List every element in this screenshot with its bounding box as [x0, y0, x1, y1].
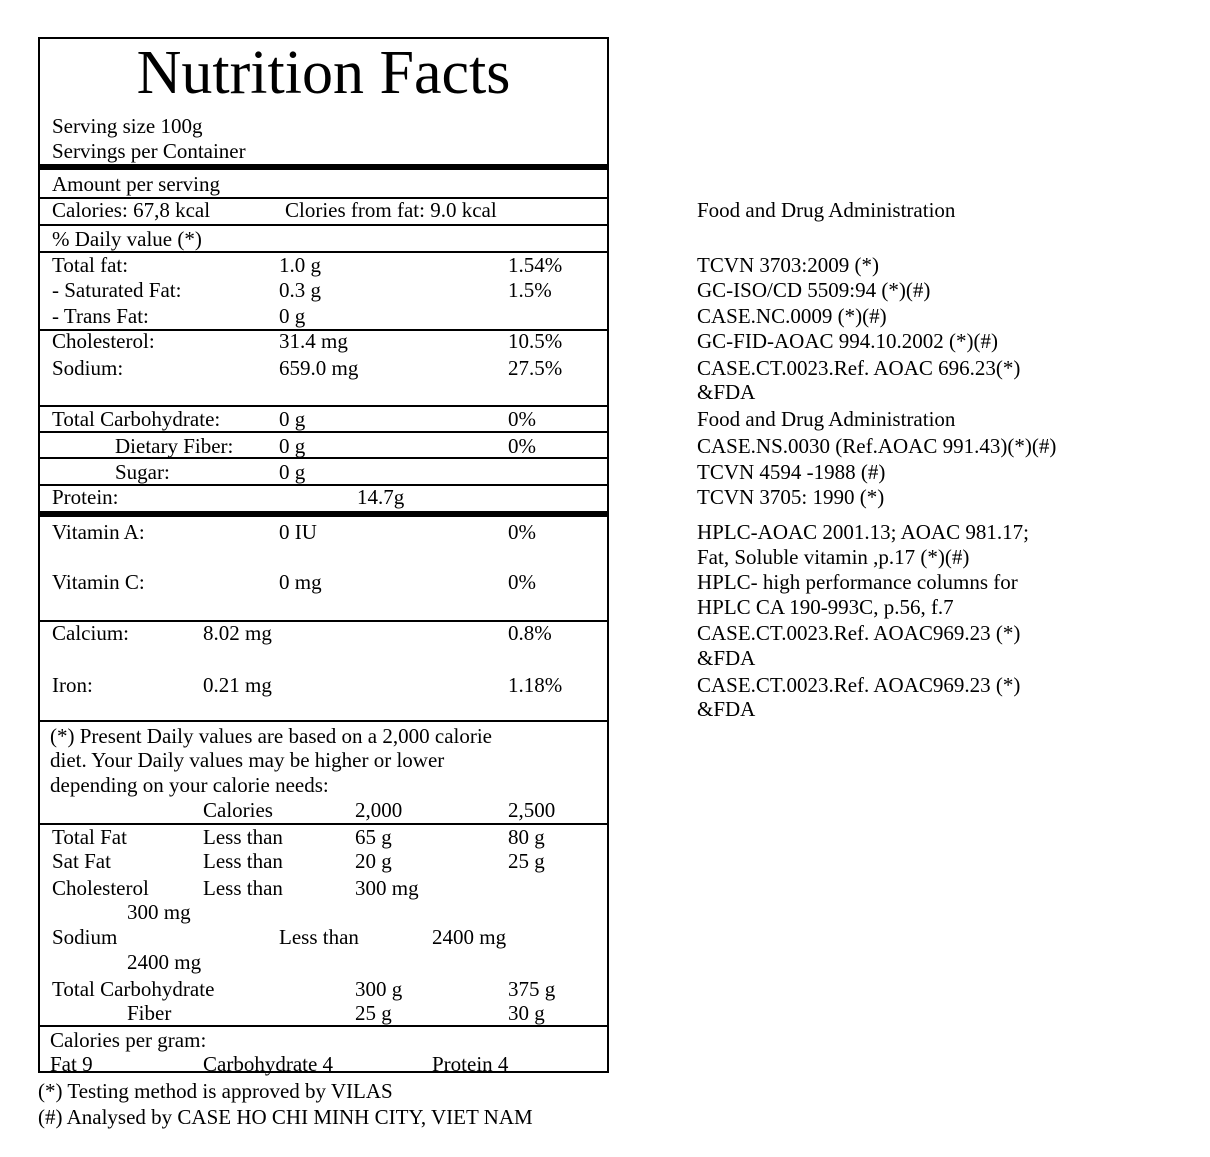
method-text: TCVN 4594 -1988 (#): [697, 460, 886, 484]
method-text: CASE.CT.0023.Ref. AOAC969.23 (*): [697, 673, 1021, 697]
nutrient-name: Sugar:: [115, 460, 170, 484]
mineral-name: Calcium:: [52, 621, 129, 645]
nutrient-name: Sodium:: [52, 356, 124, 380]
ref-value: 300 mg: [355, 876, 419, 900]
ref-value: 25 g: [355, 1001, 392, 1025]
nutrient-name: Total fat:: [52, 253, 129, 277]
mineral-dv: 0.8%: [508, 621, 552, 645]
divider: [38, 431, 609, 433]
method-text: GC-FID-AOAC 994.10.2002 (*)(#): [697, 329, 998, 353]
ref-sat-fat: Sat Fat: [52, 849, 111, 873]
nutrient-amount: 1.0 g: [279, 253, 321, 277]
nutrient-dv: 1.54%: [508, 253, 563, 277]
case-note: (#) Analysed by CASE HO CHI MINH CITY, VIET NAM: [38, 1105, 533, 1129]
vitamin-amount: 0 IU: [279, 520, 317, 544]
nutrient-dv: 0%: [508, 434, 536, 458]
method-text: &FDA: [697, 646, 756, 670]
method-text: CASE.NS.0030 (Ref.AOAC 991.43)(*)(#): [697, 434, 1057, 458]
ref-value: 25 g: [508, 849, 545, 873]
method-text: HPLC- high performance columns for: [697, 570, 1018, 594]
nutrient-amount: 0 g: [279, 407, 306, 431]
footnote-line: diet. Your Daily values may be higher or lower: [50, 748, 445, 772]
method-text: CASE.CT.0023.Ref. AOAC969.23 (*): [697, 621, 1021, 645]
ref-total-carb: Total Carbohydrate: [52, 977, 215, 1001]
mineral-name: Iron:: [52, 673, 93, 697]
cpg-fat: Fat 9: [50, 1052, 93, 1076]
method-text: &FDA: [697, 697, 756, 721]
thick-divider: [38, 164, 609, 170]
method-text: TCVN 3703:2009 (*): [697, 253, 879, 277]
ref-qualifier: Less than: [203, 825, 283, 849]
cpg-carbohydrate: Carbohydrate 4: [203, 1052, 334, 1076]
nutrient-name: Cholesterol:: [52, 329, 155, 353]
ref-qualifier: Less than: [203, 849, 283, 873]
vitamin-dv: 0%: [508, 520, 536, 544]
label-title: Nutrition Facts: [136, 39, 511, 107]
method-text: TCVN 3705: 1990 (*): [697, 485, 885, 509]
vitamin-name: Vitamin A:: [52, 520, 145, 544]
nutrient-dv: 27.5%: [508, 356, 563, 380]
nutrient-name: Dietary Fiber:: [115, 434, 234, 458]
ref-value: 2400 mg: [127, 950, 202, 974]
method-text: Food and Drug Administration: [697, 407, 956, 431]
nutrient-dv: 1.5%: [508, 278, 552, 302]
ref-total-fat: Total Fat: [52, 825, 127, 849]
ref-fiber: Fiber: [127, 1001, 172, 1025]
ref-value: 300 mg: [127, 900, 191, 924]
ref-value: 80 g: [508, 825, 545, 849]
method-text: &FDA: [697, 380, 756, 404]
vitamin-amount: 0 mg: [279, 570, 322, 594]
ref-cholesterol: Cholesterol: [52, 876, 149, 900]
nutrient-name: Protein:: [52, 485, 119, 509]
ref-value: 2400 mg: [432, 925, 507, 949]
cpg-protein: Protein 4: [432, 1052, 509, 1076]
nutrient-name: Total Carbohydrate:: [52, 407, 221, 431]
method-text: Food and Drug Administration: [697, 198, 956, 222]
method-text: HPLC CA 190-993C, p.56, f.7: [697, 595, 954, 619]
ref-qualifier: Less than: [279, 925, 359, 949]
daily-value-header: % Daily value (*): [52, 227, 202, 251]
nutrient-amount: 0.3 g: [279, 278, 321, 302]
mineral-amount: 8.02 mg: [203, 621, 272, 645]
nutrient-name: - Trans Fat:: [52, 304, 149, 328]
calories: Calories: 67,8 kcal: [52, 198, 211, 222]
servings-per-container: Servings per Container: [52, 139, 246, 163]
nutrient-amount: 659.0 mg: [279, 356, 359, 380]
method-text: Fat, Soluble vitamin ,p.17 (*)(#): [697, 545, 970, 569]
nutrient-dv: 10.5%: [508, 329, 563, 353]
ref-sodium: Sodium: [52, 925, 118, 949]
mineral-dv: 1.18%: [508, 673, 563, 697]
method-text: CASE.NC.0009 (*)(#): [697, 304, 887, 328]
nutrient-amount: 0 g: [279, 460, 306, 484]
nutrient-name: - Saturated Fat:: [52, 278, 182, 302]
divider: [38, 1025, 609, 1027]
nutrient-dv: 0%: [508, 407, 536, 431]
nutrient-amount: 0 g: [279, 304, 306, 328]
thick-divider: [38, 511, 609, 517]
serving-size: Serving size 100g: [52, 114, 203, 138]
ref-value: 20 g: [355, 849, 392, 873]
ref-value: 375 g: [508, 977, 556, 1001]
calories-per-gram-label: Calories per gram:: [50, 1028, 207, 1052]
method-text: HPLC-AOAC 2001.13; AOAC 981.17;: [697, 520, 1029, 544]
divider: [38, 484, 609, 486]
ref-value: 30 g: [508, 1001, 545, 1025]
amount-per-serving: Amount per serving: [52, 172, 220, 196]
divider: [38, 720, 609, 722]
ref-value: 300 g: [355, 977, 403, 1001]
ref-header-2500: 2,500: [508, 798, 556, 822]
ref-header-2000: 2,000: [355, 798, 403, 822]
ref-value: 65 g: [355, 825, 392, 849]
vitamin-name: Vitamin C:: [52, 570, 145, 594]
divider: [38, 224, 609, 226]
vitamin-dv: 0%: [508, 570, 536, 594]
footnote-line: depending on your calorie needs:: [50, 773, 329, 797]
method-text: GC-ISO/CD 5509:94 (*)(#): [697, 278, 931, 302]
ref-qualifier: Less than: [203, 876, 283, 900]
nutrient-amount: 14.7g: [357, 485, 405, 509]
vilas-note: (*) Testing method is approved by VILAS: [38, 1079, 393, 1103]
nutrient-amount: 0 g: [279, 434, 306, 458]
footnote-line: (*) Present Daily values are based on a 2,000 calorie: [50, 724, 493, 748]
nutrient-amount: 31.4 mg: [279, 329, 348, 353]
calories-from-fat: Clories from fat: 9.0 kcal: [285, 198, 497, 222]
method-text: CASE.CT.0023.Ref. AOAC 696.23(*): [697, 356, 1021, 380]
ref-header-calories: Calories: [203, 798, 273, 822]
mineral-amount: 0.21 mg: [203, 673, 272, 697]
